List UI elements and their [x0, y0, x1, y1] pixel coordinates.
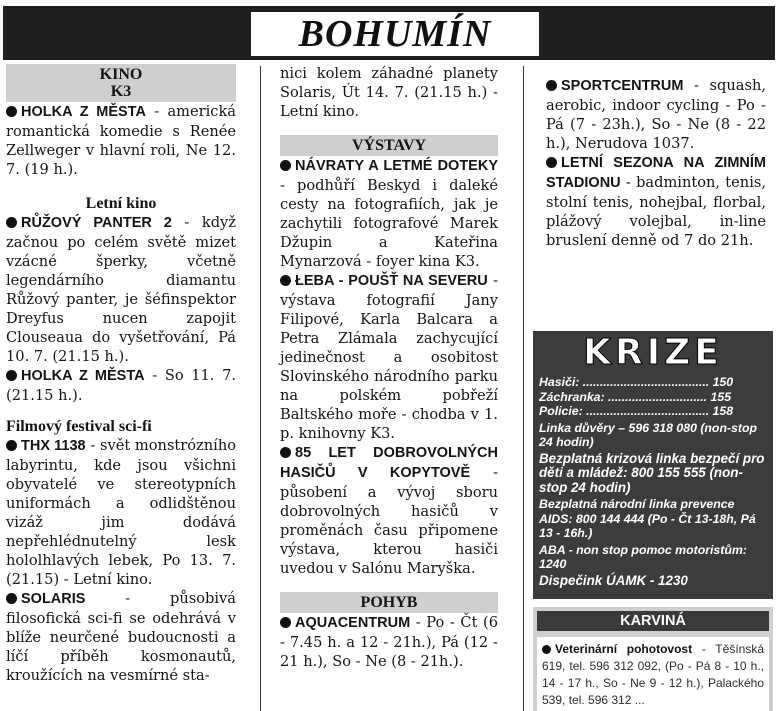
listing-item: AQUACENTRUM - Po - Čt (6 - 7.45 h. a 12 - 21h.), Pá (12 - 21 h.), So - Ne (8 - 21h.).	[280, 614, 498, 670]
listing-item: NÁVRATY A LETMÉ DOTEKY - podhůří Beskyd i daleké cesty na fotografiích, jak je zachytili fotografové Marek Džupin a Kateřina Mynarzová - foyer kina K3.	[280, 158, 498, 270]
page-title: BOHUMÍN	[298, 13, 492, 55]
bullet-icon	[280, 447, 291, 458]
section-heading-vystavy: VÝSTAVY	[280, 135, 498, 156]
hotline-text: Bezplatná národní linka prevence AIDS: 800 144 444 (Po - Čt 13-18h, Pá 13 - 16h.)	[539, 497, 756, 540]
bullet-icon	[6, 593, 17, 604]
bullet-icon	[546, 157, 557, 168]
bullet-icon	[280, 160, 291, 171]
bullet-icon	[6, 106, 17, 117]
listing-item: ŁEBA - POUŠŤ NA SEVERU - výstava fotografií Jany Filipové, Karla Balcara a Petra Zlámala zachycující jedinečnost a osobitost Slovinského národního parku na polském pobřeží Baltského moře - chodba v 1. p. knihovny K3.	[280, 272, 499, 442]
section-heading-pohyb: POHYB	[280, 592, 498, 613]
bullet-icon	[542, 645, 551, 654]
section-heading-kino: KINO K3	[6, 64, 236, 102]
listing-item: THX 1138 - svět monstrózního labyrintu, kde jsou všichni obyvatelé ve stereotypních uniformách a odlidštěnou vizáž jim dodává nepřehlédnutelný lesk hololhlavých lebek, Po 13. 7. (21.15) - Letní kino.	[6, 437, 237, 588]
column-divider	[523, 66, 524, 711]
phone-line: Hasiči: ..................................... 150	[539, 375, 734, 389]
bullet-icon	[6, 370, 17, 381]
listing-item: LETNÍ SEZONA NA ZIMNÍM STADIONU - badminton, tenis, stolní tenis, nohejbal, florbal, plážový volejbal, in-line bruslení denně od 7 do 21h.	[546, 155, 766, 249]
bullet-icon	[280, 617, 291, 628]
masthead	[3, 6, 775, 60]
hotline-text: ABA - non stop pomoc motoristům: 1240	[539, 542, 747, 571]
continued-text: nici kolem záhadné planety Solaris, Út 14. 7. (21.15 h.) - Letní kino.	[280, 65, 498, 120]
listing-item: Veterinární pohotovost - Těšínská 619, tel. 596 312 092, (Po - Pá 8 - 10 h., 14 - 17 h., So - Ne 9 - 12 h.), Palackého 539, tel. 596 312 ...	[537, 637, 769, 711]
phone-line: Záchranka: ............................. 155	[539, 389, 732, 404]
listing-item: 85 LET DOBROVOLNÝCH HASIČŮ V KOPYTOVĚ - působení a vývoj sboru dobrovolných hasičů v proměnách času připomene výstava, kterou hasiči uvedou v Salónu Maryška.	[280, 445, 498, 577]
listing-item: SOLARIS - působivá filosofická sci-fi se odehrává v blíže neurčené budoucnosti a líčí příběh kosmonautů, kroužících na vesmírné sta-	[6, 590, 237, 684]
bullet-icon	[280, 275, 291, 286]
listing-item: HOLKA Z MĚSTA - americká romantická komedie s Renée Zellweger v hlavní roli, Ne 12. 7. (19 h.).	[6, 103, 237, 178]
hotline-text: Bezplatná krizová linka bezpečí pro děti a mládež: 800 155 555 (non-stop 24 hodin)	[539, 450, 765, 495]
section-heading-festival: Filmový festival sci-fi	[6, 418, 152, 435]
phone-line: Policie: .................................... 158	[539, 404, 734, 418]
karvina-box	[533, 607, 773, 711]
karvina-heading: KARVINÁ	[537, 611, 769, 631]
listing-item: SPORTCENTRUM - squash, aerobic, indoor cycling - Po - Pá (7 - 23h.), So - Ne (8 - 22 h.), Nerudova 1037.	[546, 77, 766, 152]
emergency-box	[533, 331, 773, 599]
bullet-icon	[6, 440, 17, 451]
krize-logo: KRIZE	[533, 331, 773, 375]
hotline-text: Linka důvěry – 596 318 080 (non-stop 24 hodin)	[539, 420, 758, 449]
column-divider	[260, 66, 261, 711]
listing-item: RŮŽOVÝ PANTER 2 - když začnou po celém světě mizet vzácné šperky, včetně legendárního diamantu Růžový panter, je šéfinspektor Dreyfus nucen zapojit Clouseaua do vyšetřování, Pá 10. 7. (21.15 h.).	[6, 214, 236, 365]
hotline-text: Dispečink ÚAMK - 1230	[539, 572, 688, 588]
listing-item: HOLKA Z MĚSTA - So 11. 7. (21.15 h.).	[6, 367, 237, 404]
masthead-plate	[251, 12, 539, 56]
column-2	[280, 64, 498, 671]
section-heading-letni-kino: Letní kino	[85, 195, 157, 212]
column-1	[6, 64, 236, 685]
bullet-icon	[546, 80, 557, 91]
bullet-icon	[6, 217, 17, 228]
column-3	[546, 76, 766, 250]
